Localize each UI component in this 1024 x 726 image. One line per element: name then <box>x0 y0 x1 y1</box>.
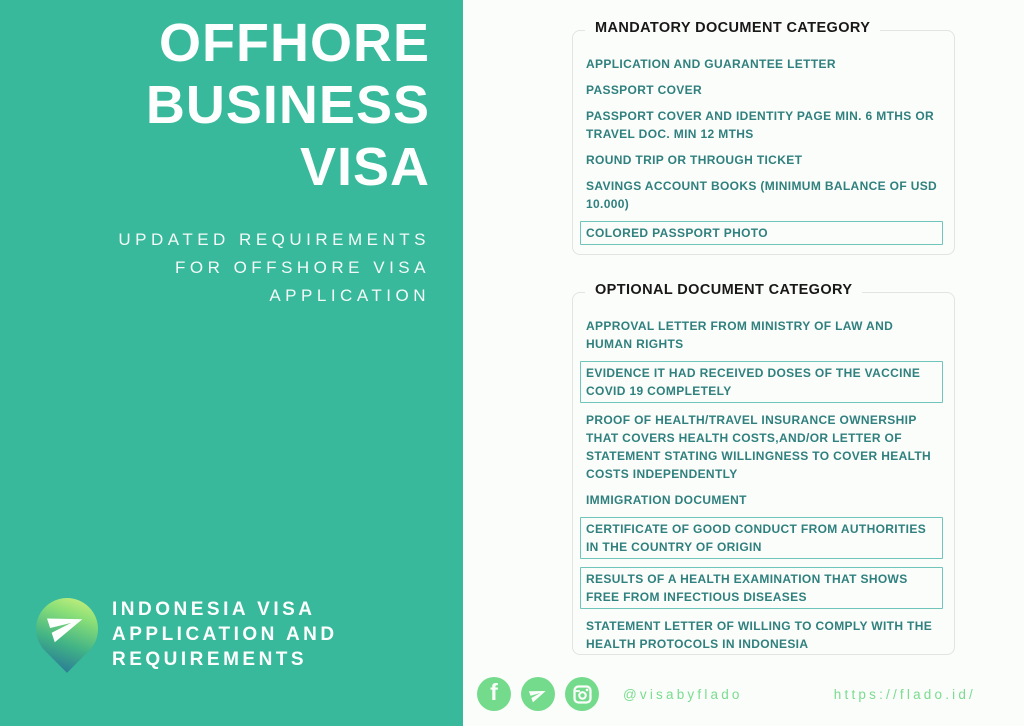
left-panel <box>0 0 463 726</box>
subtitle-line-2: FOR OFFSHORE VISA <box>174 258 430 277</box>
document-item: EVIDENCE IT HAD RECEIVED DOSES OF THE VACCINE COVID 19 COMPLETELY <box>580 361 943 403</box>
telegram-icon[interactable] <box>521 677 555 711</box>
title-line-3: VISA <box>299 137 430 197</box>
brand-line-3: REQUIREMENTS <box>112 649 308 670</box>
document-item: APPLICATION AND GUARANTEE LETTER <box>586 57 836 71</box>
optional-items-list <box>573 293 954 653</box>
section-title-optional: OPTIONAL DOCUMENT CATEGORY <box>585 282 862 298</box>
document-item: PASSPORT COVER AND IDENTITY PAGE MIN. 6 MTHS OR TRAVEL DOC. MIN 12 MTHS <box>586 109 935 141</box>
document-item: IMMIGRATION DOCUMENT <box>586 493 747 507</box>
social-footer <box>463 662 1024 726</box>
document-item: SAVINGS ACCOUNT BOOKS (MINIMUM BALANCE OF USD 10.000) <box>586 179 938 211</box>
document-item: RESULTS OF A HEALTH EXAMINATION THAT SHOWS FREE FROM INFECTIOUS DISEASES <box>580 567 943 609</box>
mandatory-items-list <box>573 31 954 245</box>
social-handle[interactable]: @visabyflado <box>623 686 743 702</box>
brand-line-1: INDONESIA VISA <box>112 599 316 620</box>
document-item: PROOF OF HEALTH/TRAVEL INSURANCE OWNERSHIP THAT COVERS HEALTH COSTS,AND/OR LETTER OF STATEMENT STATING WILLINGNESS TO COVER HEALTH COSTS INDEPENDENTLY <box>586 413 932 481</box>
document-item: STATEMENT LETTER OF WILLING TO COMPLY WITH THE HEALTH PROTOCOLS IN INDONESIA <box>586 619 933 651</box>
document-item: COLORED PASSPORT PHOTO <box>580 221 943 245</box>
website-url[interactable]: https://flado.id/ <box>833 686 976 702</box>
section-optional-documents <box>572 282 955 655</box>
document-item: CERTIFICATE OF GOOD CONDUCT FROM AUTHORITIES IN THE COUNTRY OF ORIGIN <box>580 517 943 559</box>
title-line-1: OFFHORE <box>159 13 430 73</box>
document-item: ROUND TRIP OR THROUGH TICKET <box>586 153 803 167</box>
document-item: PASSPORT COVER <box>586 83 703 97</box>
instagram-icon[interactable] <box>565 677 599 711</box>
paper-plane-icon <box>36 598 98 660</box>
brand-block <box>112 597 338 672</box>
document-item: APPROVAL LETTER FROM MINISTRY OF LAW AND HUMAN RIGHTS <box>586 319 894 351</box>
subtitle-line-3: APPLICATION <box>269 286 430 305</box>
section-mandatory-documents <box>572 20 955 255</box>
paper-plane-pin-icon <box>23 585 111 673</box>
poster-subtitle <box>118 226 430 310</box>
content-panel <box>463 0 1024 726</box>
poster-title <box>146 12 430 198</box>
facebook-icon[interactable]: f <box>477 677 511 711</box>
brand-line-2: APPLICATION AND <box>112 624 338 645</box>
subtitle-line-1: UPDATED REQUIREMENTS <box>118 230 430 249</box>
title-line-2: BUSINESS <box>145 75 430 135</box>
section-title-mandatory: MANDATORY DOCUMENT CATEGORY <box>585 20 880 36</box>
